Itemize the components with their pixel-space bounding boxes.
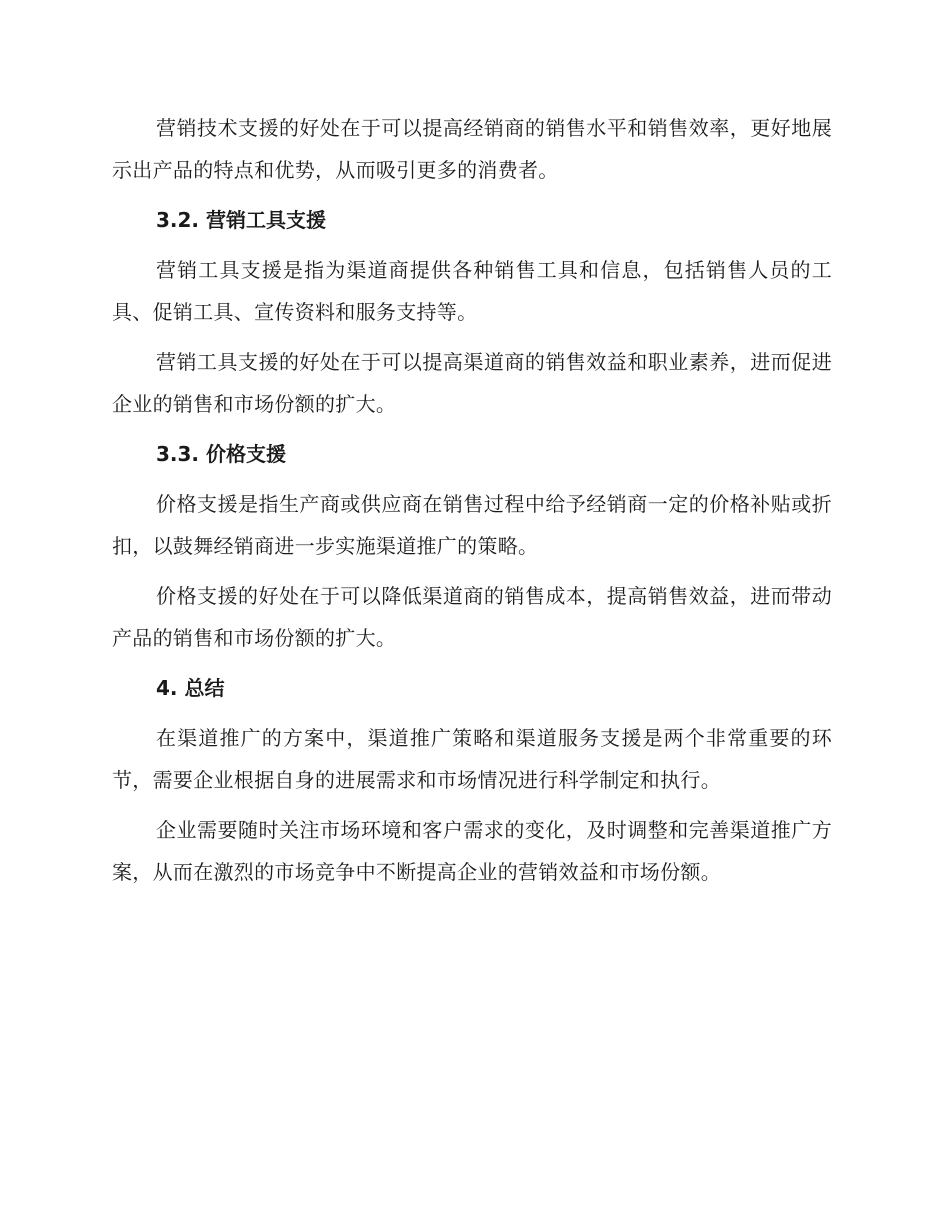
paragraph-summary-2: 企业需要随时关注市场环境和客户需求的变化，及时调整和完善渠道推广方案，从而在激烈的市场竞争中不断提高企业的营销效益和市场份额。 bbox=[112, 818, 832, 884]
paragraph-tool-support-definition: 营销工具支援是指为渠道商提供各种销售工具和信息，包括销售人员的工具、促销工具、宣传资料和服务支持等。 bbox=[112, 258, 832, 324]
paragraph-tool-support-benefit: 营销工具支援的好处在于可以提高渠道商的销售效益和职业素养，进而促进企业的销售和市场份额的扩大。 bbox=[112, 350, 832, 416]
paragraph-price-support-benefit: 价格支援的好处在于可以降低渠道商的销售成本，提高销售效益，进而带动产品的销售和市场份额的扩大。 bbox=[112, 584, 832, 650]
paragraph-price-support-definition: 价格支援是指生产商或供应商在销售过程中给予经销商一定的价格补贴或折扣，以鼓舞经销商进一步实施渠道推广的策略。 bbox=[112, 492, 832, 558]
section-heading-4: 4. 总结 bbox=[156, 676, 225, 700]
paragraph-summary-1: 在渠道推广的方案中，渠道推广策略和渠道服务支援是两个非常重要的环节，需要企业根据自身的进展需求和市场情况进行科学制定和执行。 bbox=[112, 726, 832, 792]
document-body bbox=[112, 107, 832, 893]
section-heading-3-3: 3.3. 价格支援 bbox=[156, 442, 286, 466]
section-heading-3-2: 3.2. 营销工具支援 bbox=[156, 208, 326, 232]
paragraph-tech-support-benefit: 营销技术支援的好处在于可以提高经销商的销售水平和销售效率，更好地展示出产品的特点和优势，从而吸引更多的消费者。 bbox=[112, 116, 832, 182]
